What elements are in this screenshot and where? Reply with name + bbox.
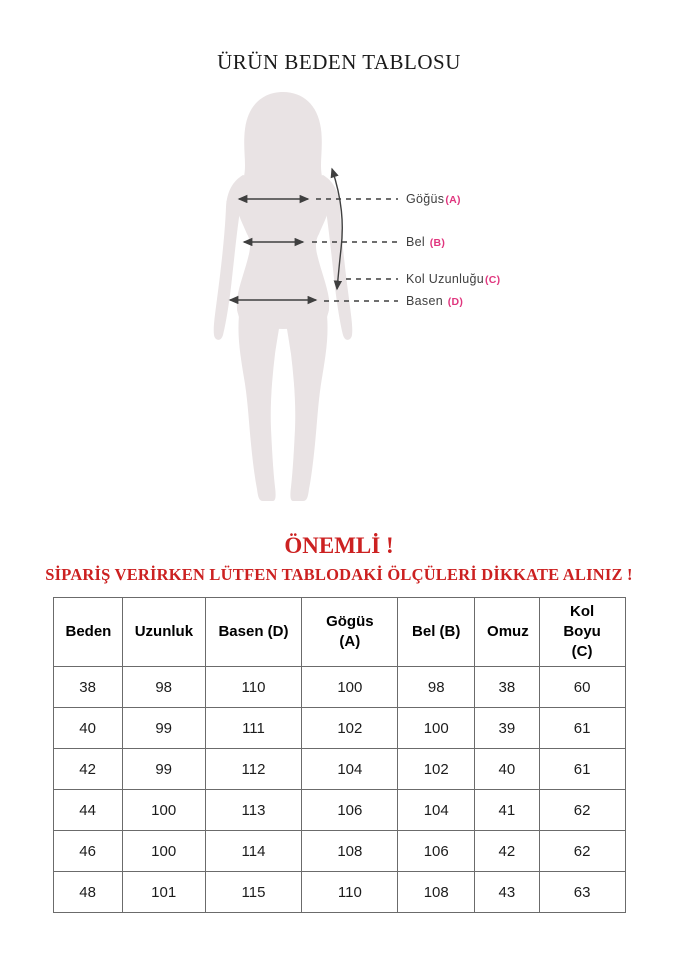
- table-cell: 100: [398, 708, 475, 749]
- table-cell: 40: [475, 749, 540, 790]
- table-cell: 38: [53, 667, 122, 708]
- table-cell: 110: [302, 872, 398, 913]
- table-cell: 43: [475, 872, 540, 913]
- table-cell: 42: [53, 749, 122, 790]
- important-heading: ÖNEMLİ !: [284, 533, 394, 558]
- waist-label: [406, 234, 445, 251]
- arm-length-marker: (C): [484, 274, 501, 286]
- body-silhouette-illustration: [0, 89, 678, 507]
- header-basen: Basen (D): [205, 598, 302, 667]
- table-cell: 42: [475, 831, 540, 872]
- header-uzunluk: Uzunluk: [122, 598, 205, 667]
- table-cell: 104: [302, 749, 398, 790]
- table-row: [53, 790, 625, 831]
- table-cell: 113: [205, 790, 302, 831]
- table-cell: 48: [53, 872, 122, 913]
- arm-length-label: [406, 271, 500, 288]
- table-cell: 112: [205, 749, 302, 790]
- hip-label-text: Basen: [406, 294, 443, 308]
- table-cell: 108: [398, 872, 475, 913]
- table-cell: 62: [539, 790, 625, 831]
- table-row: [53, 872, 625, 913]
- waist-marker: (B): [429, 237, 446, 249]
- chest-label: [406, 191, 461, 208]
- arm-length-label-text: Kol Uzunluğu: [406, 272, 484, 286]
- table-cell: 104: [398, 790, 475, 831]
- table-cell: 44: [53, 790, 122, 831]
- table-cell: 98: [122, 667, 205, 708]
- table-cell: 46: [53, 831, 122, 872]
- size-table-body: [53, 667, 625, 913]
- table-cell: 60: [539, 667, 625, 708]
- table-cell: 39: [475, 708, 540, 749]
- table-cell: 99: [122, 749, 205, 790]
- table-cell: 106: [398, 831, 475, 872]
- waist-label-text: Bel: [406, 235, 425, 249]
- table-cell: 108: [302, 831, 398, 872]
- table-cell: 106: [302, 790, 398, 831]
- table-row: [53, 708, 625, 749]
- table-cell: 100: [122, 790, 205, 831]
- table-row: [53, 749, 625, 790]
- table-cell: 115: [205, 872, 302, 913]
- header-gogus: Gögüs (A): [302, 598, 398, 667]
- table-cell: 63: [539, 872, 625, 913]
- table-cell: 40: [53, 708, 122, 749]
- table-cell: 114: [205, 831, 302, 872]
- header-beden: Beden: [53, 598, 122, 667]
- size-table: [53, 597, 626, 913]
- table-cell: 102: [398, 749, 475, 790]
- hip-marker: (D): [447, 296, 464, 308]
- table-cell: 101: [122, 872, 205, 913]
- female-figure-silhouette: [214, 92, 353, 501]
- header-omuz: Omuz: [475, 598, 540, 667]
- table-cell: 98: [398, 667, 475, 708]
- size-diagram: [0, 89, 678, 507]
- table-cell: 62: [539, 831, 625, 872]
- table-cell: 38: [475, 667, 540, 708]
- header-kol-boyu: Kol Boyu (C): [539, 598, 625, 667]
- table-cell: 61: [539, 749, 625, 790]
- table-cell: 61: [539, 708, 625, 749]
- hip-label: [406, 293, 463, 310]
- header-bel: Bel (B): [398, 598, 475, 667]
- table-cell: 41: [475, 790, 540, 831]
- table-cell: 102: [302, 708, 398, 749]
- table-cell: 100: [302, 667, 398, 708]
- table-cell: 99: [122, 708, 205, 749]
- chest-marker: (A): [445, 194, 461, 206]
- table-row: [53, 831, 625, 872]
- table-cell: 110: [205, 667, 302, 708]
- table-row: [53, 667, 625, 708]
- size-table-header-row: [53, 598, 625, 667]
- page-title: ÜRÜN BEDEN TABLOSU: [217, 50, 461, 74]
- chest-label-text: Göğüs: [406, 192, 445, 206]
- table-cell: 100: [122, 831, 205, 872]
- important-subheading: SİPARİŞ VERİRKEN LÜTFEN TABLODAKİ ÖLÇÜLERİ DİKKATE ALINIZ !: [45, 565, 633, 584]
- table-cell: 111: [205, 708, 302, 749]
